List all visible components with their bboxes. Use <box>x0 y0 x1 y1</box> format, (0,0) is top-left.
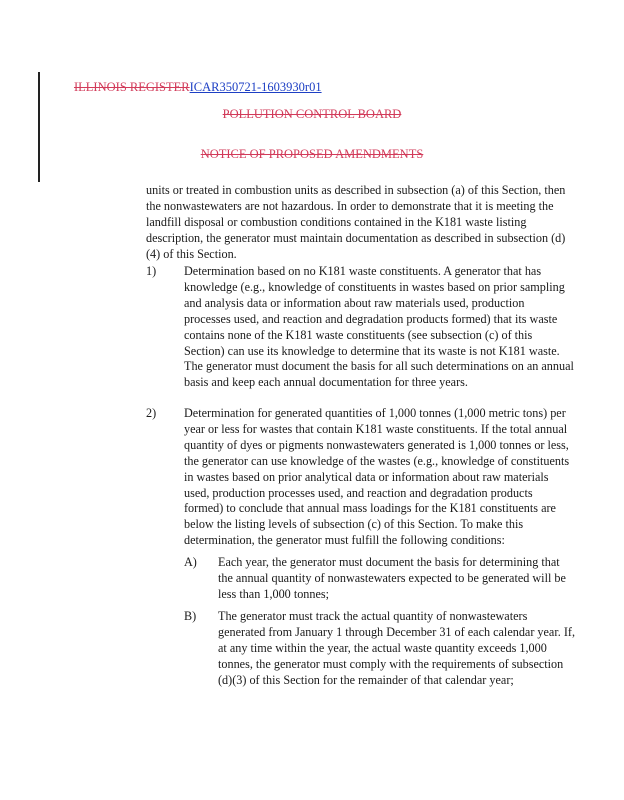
board-title: POLLUTION CONTROL BOARD <box>222 107 402 121</box>
item-B-text: The generator must track the actual quantity of nonwastewaters generated from January 1 through December 31 of each calendar year. If, at any time within the year, the actual waste quantity exceeds 1,000 tonnes, the generator must comply with the requirements of subsection (d)(3) of this Section for the remainder of that calendar year; <box>218 609 575 687</box>
item-2-text: Determination for generated quantities of 1,000 tonnes (1,000 metric tons) per year or less for wastes that contain K181 waste constituents. If the total annual quantity of dyes or pigments nonwastewaters generated is 1,000 tonnes or less, the generator can use knowledge of the wastes (e.g., knowledge of constituents in wastes based on prior analytical data or information about raw materials used, production processes used, and reaction and degradation products formed) to conclude that annual mass loadings for the K181 constituents are below the listing levels of subsection (c) of this Section. To make this determination, the generator must fulfill the following conditions: <box>184 406 570 548</box>
register-inserted-text: ICAR350721-1603930r01 <box>189 80 322 94</box>
register-header <box>74 80 322 95</box>
item-A-number: A) <box>184 555 197 569</box>
item-2-number: 2) <box>146 406 157 420</box>
intro-paragraph: units or treated in combustion units as described in subsection (a) of this Section, then the nonwastewaters are not hazardous. In order to demonstrate that it is meeting the landfill disposal or combustion conditions contained in the K181 waste listing description, the generator must maintain documentation as described in subsection (d)(4) of this Section. <box>146 183 566 261</box>
item-1-text: Determination based on no K181 waste constituents. A generator that has knowledge (e.g., knowledge of constituents in wastes based on prior sampling and analysis data or information about raw materials used, production processes used, and reaction and degradation products formed) that its waste contains none of the K181 waste constituents (see subsection (c) of this Section) can use its knowledge to determine that its waste is not K181 waste. The generator must document the basis for all such determinations on an annual basis and keep each annual documentation for three years. <box>184 264 574 390</box>
notice-title: NOTICE OF PROPOSED AMENDMENTS <box>200 147 424 161</box>
item-1-number: 1) <box>146 264 157 278</box>
item-A-text: Each year, the generator must document the basis for determining that the annual quantity of nonwastewaters expected to be generated will be less than 1,000 tonnes; <box>218 555 566 601</box>
item-B-number: B) <box>184 609 197 623</box>
revision-change-bar <box>38 72 40 182</box>
register-deleted-text: ILLINOIS REGISTER <box>74 80 190 94</box>
